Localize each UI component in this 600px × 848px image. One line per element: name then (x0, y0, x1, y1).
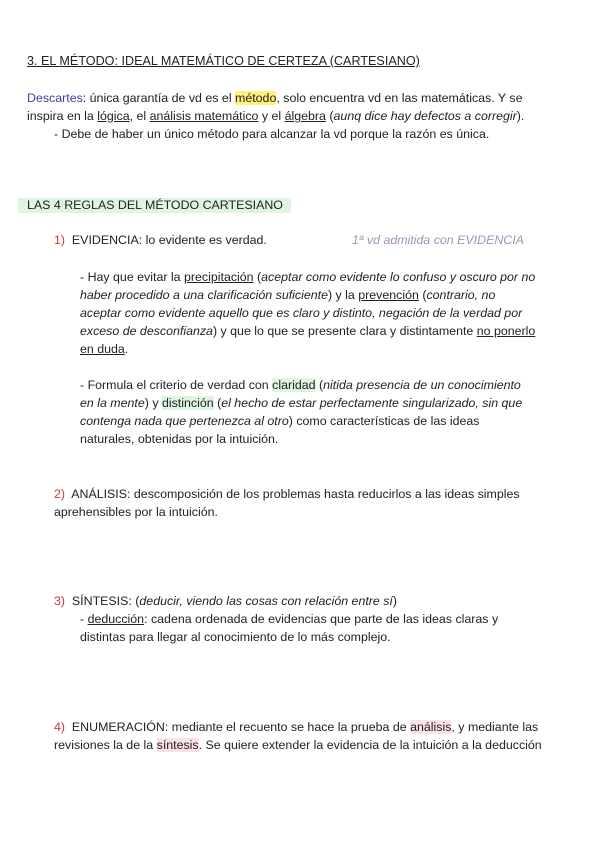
r1b2-line-4: naturales, obtenidas por la intuición. (80, 432, 279, 446)
r1b1-line-2: haber procedido a una clarificación suficiente) y la prevención (contrario, no (80, 288, 496, 302)
rule-2-line-2: aprehensibles por la intuición. (54, 505, 218, 519)
r1b1-line-5: en duda. (80, 342, 129, 356)
logica-underlined: lógica (97, 109, 130, 123)
rule-1-note: 1ª vd admitida con EVIDENCIA (352, 233, 524, 247)
prevencion-underlined: prevención (358, 288, 419, 302)
intro-text: y el (258, 109, 285, 123)
rule-1-desc: : lo evidente es verdad. (138, 233, 267, 247)
en-duda-underlined: en duda (80, 342, 125, 356)
rules-heading: LAS 4 REGLAS DEL MÉTODO CARTESIANO (18, 198, 291, 213)
intro-text: , solo encuentra vd en las matemáticas. Y se (276, 91, 523, 105)
descartes-name: Descartes (27, 91, 83, 105)
r1b2-line-3: contenga nada que pertenezca al otro) como características de las ideas (80, 414, 480, 428)
intro-text: inspira en la (27, 109, 98, 123)
intro-line-2 (27, 107, 524, 125)
algebra-underlined: álgebra (284, 109, 326, 123)
intro-text: , el (129, 109, 150, 123)
rule-3-bullet: - deducción: cadena ordenada de evidencias que parte de las ideas claras y (80, 612, 499, 626)
rule-4-name: ENUMERACIÓN (71, 720, 165, 734)
r1b1-line-1: - Hay que evitar la precipitación (aceptar como evidente lo confuso y oscuro por no (80, 270, 536, 284)
r1b1-line-4: exceso de desconfianza) y que lo que se presente clara y distintamente no ponerlo (80, 324, 536, 338)
intro-bullet: - Debe de haber un único método para alcanzar la vd porque la razón es única. (54, 127, 490, 141)
claridad-highlight: claridad (272, 378, 316, 392)
intro-text: ( (325, 109, 334, 123)
intro-text: : única garantía de vd es el (82, 91, 236, 105)
intro-line-1 (27, 89, 522, 107)
analisis-highlight: análisis (410, 720, 452, 734)
sintesis-highlight: síntesis (156, 738, 199, 752)
rule-1-name: EVIDENCIA (71, 233, 139, 247)
section-title: 3. EL MÉTODO: IDEAL MATEMÁTICO DE CERTEZA (CARTESIANO) (27, 54, 420, 68)
analisis-matematico-underlined: análisis matemático (149, 109, 259, 123)
rule-4-number: 4) (54, 720, 66, 734)
no-ponerlo-underlined: no ponerlo (476, 324, 536, 338)
rule-3-name: SÍNTESIS (71, 594, 129, 608)
rule-2-heading (54, 485, 520, 503)
rule-2-name: ANÁLISIS (71, 487, 128, 501)
distincion-highlight: distinción (161, 396, 214, 410)
rule-4-heading: 4) ENUMERACIÓN: mediante el recuento se hace la prueba de análisis, y mediante las (54, 720, 539, 734)
rule-3-heading: 3) SÍNTESIS: (deducir, viendo las cosas con relación entre sí) (54, 594, 398, 608)
precipitacion-underlined: precipitación (184, 270, 254, 284)
metodo-highlight: método (235, 91, 277, 105)
aunq-italic: aunq dice hay defectos a corregir (333, 109, 517, 123)
r1b2-line-1: - Formula el criterio de verdad con claridad (nitida presencia de un conocimiento (80, 378, 521, 392)
deduccion-underlined: deducción (87, 612, 145, 626)
rule-1-heading (54, 233, 267, 247)
rule-4-line-2: revisiones la de la síntesis. Se quiere extender la evidencia de la intuición a la deducción (54, 738, 542, 752)
rule-3-number: 3) (54, 594, 66, 608)
intro-text: ). (516, 109, 525, 123)
r1b2-line-2: en la mente) y distinción (el hecho de estar perfectamente singularizado, sin que (80, 396, 523, 410)
rule-2-desc: : descomposición de los problemas hasta reducirlos a las ideas simples (127, 487, 520, 501)
rule-1-number: 1) (54, 233, 66, 247)
r1b1-line-3: aceptar como evidente aquello que es claro y distinto, negación de la verdad por (80, 306, 523, 320)
rule-2-number: 2) (54, 487, 66, 501)
rule-3-bullet-line-2: distintas para llegar al conocimiento de lo más complejo. (80, 630, 391, 644)
